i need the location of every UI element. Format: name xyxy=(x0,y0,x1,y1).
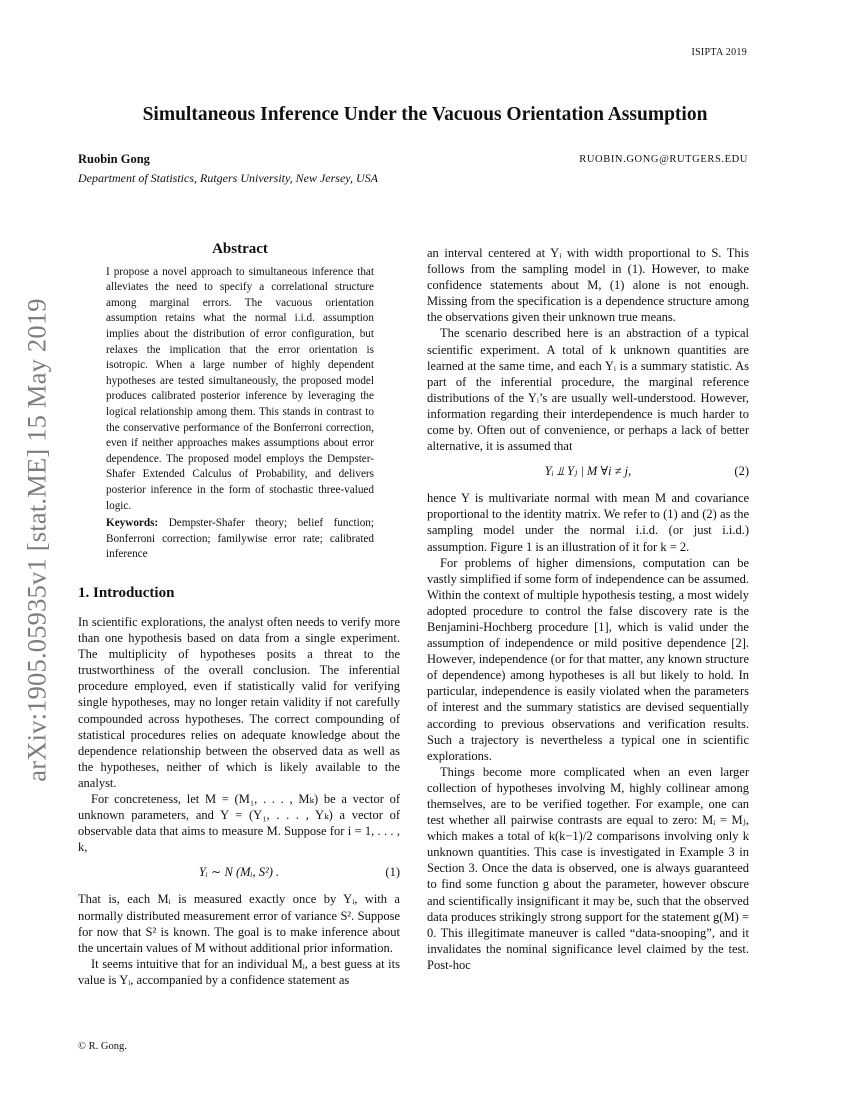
intro-paragraph-2: For concreteness, let M = (M₁, . . . , Mₖ) be a vector of unknown parameters, and Y = (Y₁, . . . , Yₖ) a vector of observable data that aims to measure M. Suppose for i = 1, . . . , k, xyxy=(78,792,400,855)
paper-title: Simultaneous Inference Under the Vacuous Orientation Assumption xyxy=(142,104,708,125)
equation-2-number: (2) xyxy=(734,464,749,479)
arxiv-stamp xyxy=(22,280,52,800)
copyright-footer: © R. Gong. xyxy=(78,1041,127,1052)
equation-2-body: Yᵢ ⫫ Yⱼ | M ∀i ≠ j, xyxy=(544,464,632,479)
right-paragraph-4: For problems of higher dimensions, computation can be vastly simplified if some form of independence can be assumed. Within the context of multiple hypothesis testing, a most widely adopted procedure to control the false discovery rate is the Benjamini-Hochberg procedure [1], which is valid under the assumption of independence or mild positive dependence [2]. However, independence (or for that matter, any known structure of dependence) among hypotheses is all but likely to hold. In particular, independence is easily violated when the parameters of interest and the summary statistics are devised sequentially according to previous observations and verification results. Such a trajectory is nevertheless a typical one in scientific explorations. xyxy=(427,555,749,763)
equation-2 xyxy=(427,462,749,480)
arxiv-stamp-text: arXiv:1905.05935v1 [stat.ME] 15 May 2019 xyxy=(21,298,52,782)
author-name: Ruobin Gong xyxy=(78,152,150,166)
equation-1-body: Yᵢ ∼ N (Mᵢ, S²) . xyxy=(198,865,280,880)
author-email: RUOBIN.GONG@RUTGERS.EDU xyxy=(579,154,748,165)
venue-label: ISIPTA 2019 xyxy=(691,47,747,58)
keywords xyxy=(106,516,374,563)
intro-paragraph-4: It seems intuitive that for an individual Mᵢ, a best guess at its value is Yᵢ, accompanied by a confidence statement as xyxy=(78,956,400,987)
equation-1 xyxy=(78,863,400,881)
intro-paragraph-3: That is, each Mᵢ is measured exactly once by Yᵢ, with a normally distributed measurement error of variance S². Suppose for now that S² is known. The goal is to make inference about the uncertain values of M without additional prior information. xyxy=(78,892,400,955)
keywords-label: Keywords: xyxy=(106,517,159,530)
right-paragraph-2: The scenario described here is an abstraction of a typical scientific experiment. A total of k unknown quantities are learned at the same time, and each Yᵢ is a summary statistic. As part of the inferential procedure, the marginal reference distributions of the Yᵢ’s are usually well-understood. However, information regarding their interdependence is much harder to come by. Often out of convenience, or perhaps a lack of better alternative, it is assumed that xyxy=(427,326,749,454)
intro-paragraph-1: In scientific explorations, the analyst often needs to verify more than one hypothesis based on data from a single experiment. The multiplicity of hypotheses posits a threat to the trustworthiness of the overall conclusion. The inferential procedure employed, even if statistically valid for verifying single hypotheses, may no longer retain validity if not carefully compounded across hypotheses. The correct compounding of statistical procedures relies on adequate knowledge about the dependence relationship between the observed data as well as the hypotheses, neither of which is likely available to the analyst. xyxy=(78,615,400,790)
abstract-section xyxy=(106,242,374,563)
right-paragraph-5: Things become more complicated when an even larger collection of hypotheses involving M, highly collinear among themselves, are to be verified together. For example, one can test whether all pairwise contrasts are equal to zero: Mᵢ = Mⱼ, which makes a total of k(k−1)/2 comparisons involving only k unknown quantities. This case is investigated in Example 3 in Section 3. Once the data is observed, one is always guaranteed to find some function g about the parameter, however obscure and scientifically insignificant it may be, such that the observed data produces strikingly strong support for the statement g(M) = 0. This illegitimate maneuver is called “data-snooping”, and it invalidates the nominal significance level claimed by the test. Post-hoc xyxy=(427,764,749,972)
keywords-text: Dempster-Shafer theory; belief function; Bonferroni correction; familywise error rate; calibrated inference xyxy=(106,517,374,561)
author-affiliation: Department of Statistics, Rutgers University, New Jersey, USA xyxy=(78,171,378,185)
right-paragraph-1: an interval centered at Yᵢ with width proportional to S. This follows from the sampling model in (1). However, to make confidence statements about M, (1) alone is not enough. Missing from the specification is a dependence structure among the observations given their unknown true means. xyxy=(427,246,749,325)
left-column xyxy=(78,614,400,988)
right-paragraph-3: hence Y is multivariate normal with mean M and covariance proportional to the identity matrix. We refer to (1) and (2) as the sampling model under the normal i.i.d. (or just i.i.d.) assumption. Figure 1 is an illustration of it for k = 2. xyxy=(427,491,749,554)
abstract-heading: Abstract xyxy=(212,241,268,257)
right-column xyxy=(427,245,749,973)
equation-1-number: (1) xyxy=(385,865,400,880)
abstract-text: I propose a novel approach to simultaneous inference that alleviates the need to specify a correlational structure among marginal errors. The vacuous orientation assumption retains what the normal i.i.d. assumption implies about the distribution of error configuration, but relaxes the implication that the error orientation is isotropic. When a large number of highly dependent hypotheses are tested simultaneously, the proposed model produces calibrated posterior inference by leveraging the logical relationship among them. This stands in contrast to the conservative performance of the Bonferroni correction, even if neither approaches makes assumptions about error dependence. The proposed model employs the Dempster-Shafer Extended Calculus of Probability, and delivers posterior inference in the form of stochastic three-valued logic. xyxy=(106,265,374,512)
section-heading-introduction: 1. Introduction xyxy=(78,585,175,601)
